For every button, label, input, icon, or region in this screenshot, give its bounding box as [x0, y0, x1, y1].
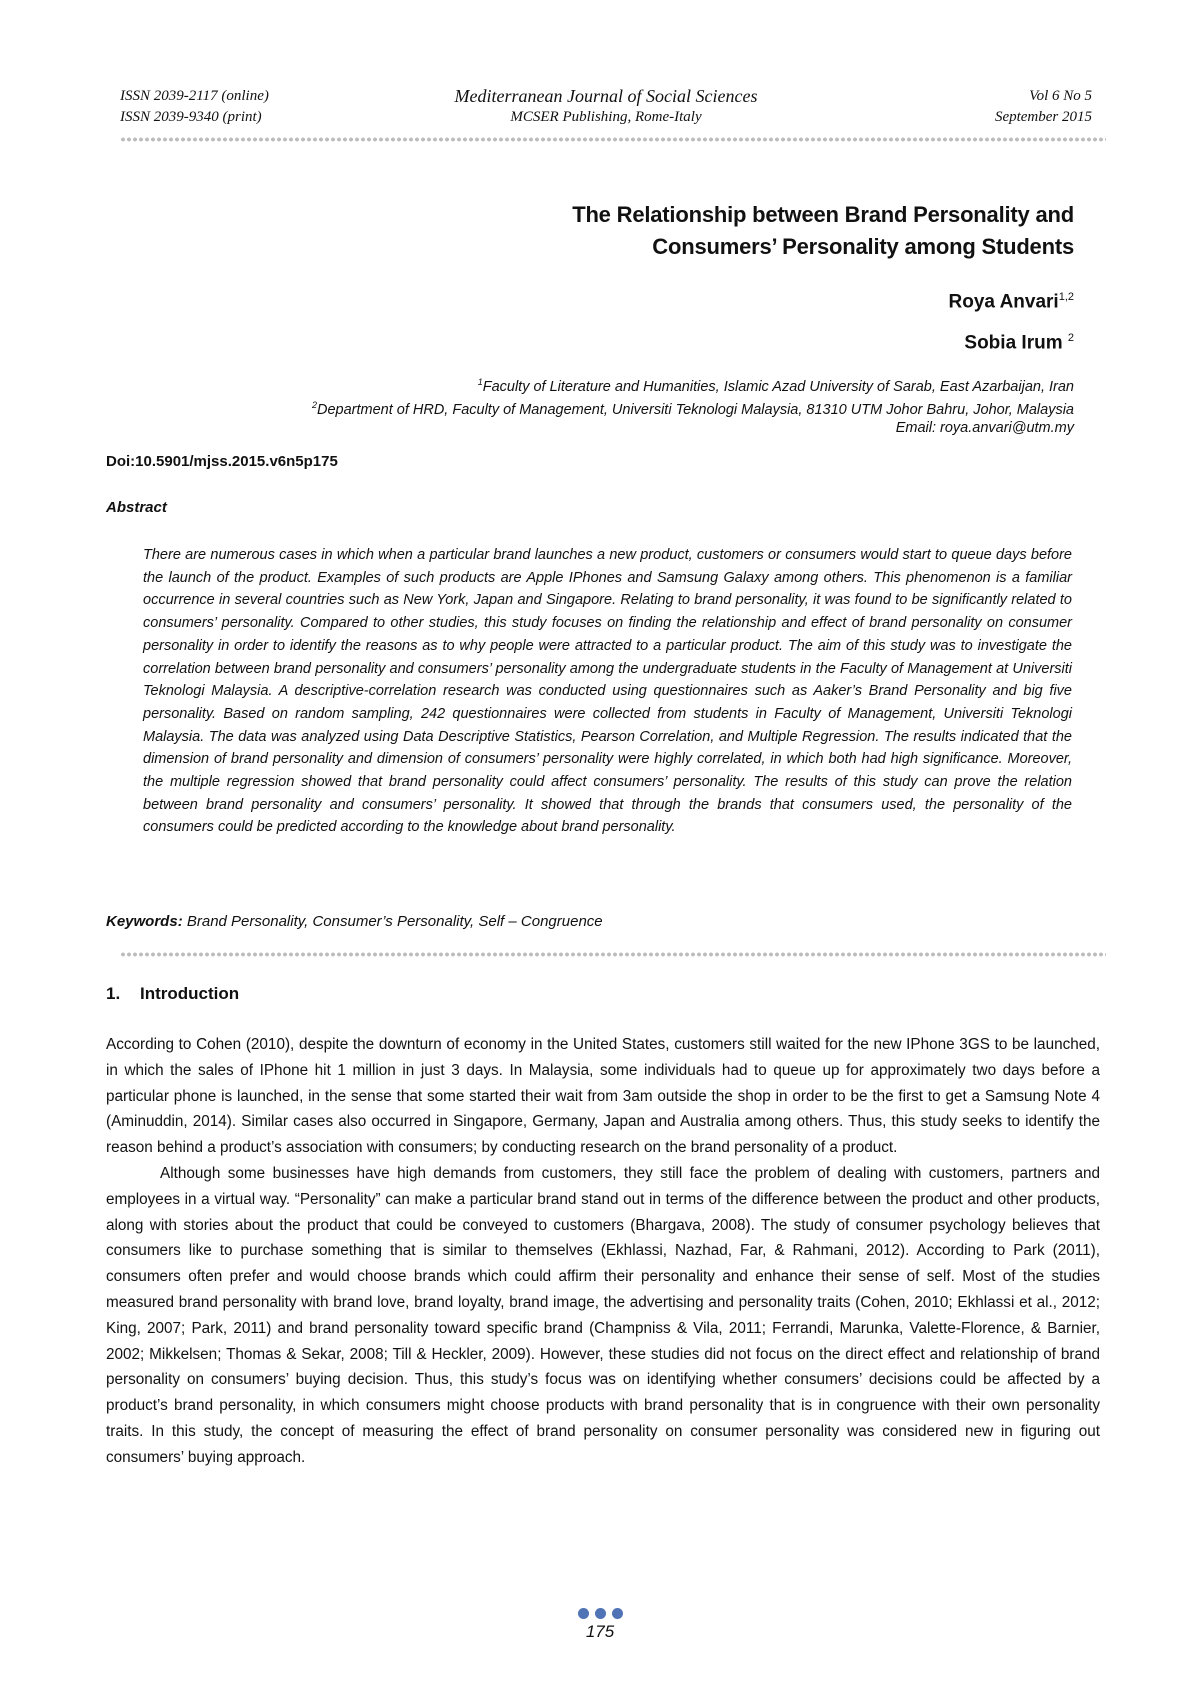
author-name: Sobia Irum [964, 332, 1063, 354]
abstract-divider [120, 951, 1106, 958]
author-name: Roya Anvari [948, 291, 1059, 313]
affiliation-2 [174, 395, 1074, 421]
paragraph: According to Cohen (2010), despite the downturn of economy in the United States, customers still waited for the new IPhone 3GS to be launched, in which the sales of IPhone hit 1 million in just 3 days. In Malaysia, some individuals had to queue up for approximately two days before a particular phone is launched, in the sense that some started their wait from 3am outside the shop in order to be the first to get a Samsung Note 4 (Aminuddin, 2014). Similar cases also occurred in Singapore, Germany, Japan and Australia among others. Thus, this study seeks to identify the reason behind a product’s association with consumers; by conducting research on the brand personality of a product. [106, 1036, 1100, 1157]
paper-title [374, 199, 1074, 263]
keywords [106, 913, 603, 930]
issue-date: September 2015 [994, 109, 1092, 125]
introduction-body [106, 1032, 1100, 1471]
section-heading [106, 984, 239, 1004]
issn-online: ISSN 2039-2117 (online) [120, 88, 269, 104]
journal-name: Mediterranean Journal of Social Sciences [454, 86, 758, 106]
keywords-label: Keywords: [106, 913, 183, 930]
keywords-list: Brand Personality, Consumer’s Personality, Self – Congruence [186, 913, 603, 930]
volume: Vol 6 No 5 [1029, 88, 1092, 104]
email: Email: roya.anvari@utm.my [895, 420, 1074, 436]
section-number: 1. [106, 984, 121, 1003]
title-line-2: Consumers’ Personality among Students [652, 234, 1074, 259]
issn-print: ISSN 2039-9340 (print) [120, 109, 262, 125]
author-sup: 2 [1067, 332, 1074, 344]
volume-block [995, 86, 1092, 128]
affiliation-text: Department of HRD, Faculty of Management, Universiti Teknologi Malaysia, 81310 UTM Johor Bahru, Johor, Malaysia [316, 401, 1074, 418]
header-divider [120, 136, 1106, 143]
affiliation-text: Faculty of Literature and Humanities, Islamic Azad University of Sarab, East Azarbaijan, Iran [482, 378, 1074, 395]
journal-block [120, 86, 1092, 128]
affiliation-1 [174, 372, 1074, 398]
paragraph: Although some businesses have high demands from customers, they still face the problem of dealing with customers, partners and employees in a virtual way. “Personality” can make a particular brand stand out in terms of the difference between the product and other products, along with stories about the product that could be conveyed to customers (Bhargava, 2008). The study of consumer psychology believes that consumers like to purchase something that is similar to themselves (Ekhlassi, Nazhad, Far, & Rahmani, 2012). According to Park (2011), consumers often prefer and would choose brands which could affirm their personality and enhance their sense of self. Most of the studies measured brand personality with brand love, brand loyalty, brand image, the advertising and personality traits (Cohen, 2010; Ekhlassi et al., 2012; King, 2007; Park, 2011) and brand personality toward specific brand (Champniss & Vila, 2011; Ferrandi, Marunka, Valette-Florence, & Barnier, 2002; Mikkelsen; Thomas & Sekar, 2008; Till & Heckler, 2009). However, these studies did not focus on the direct effect and relationship of brand personality on consumers’ buying decision. Thus, this study’s focus was on identifying whether consumers’ decisions could be affected by a product’s brand personality, in which consumers might choose products with brand personality that is in congruence with their own personality traits. In this study, the concept of measuring the effect of brand personality on consumer personality was considered new in figuring out consumers’ buying approach. [106, 1164, 1100, 1466]
title-line-1: The Relationship between Brand Personality and [572, 202, 1074, 227]
section-title: Introduction [140, 984, 240, 1003]
abstract-body: There are numerous cases in which when a particular brand launches a new product, customers or consumers would start to queue days before the launch of the product. Examples of such products are Apple IPhones and Samsung Galaxy among others. This phenomenon is a familiar occurrence in several countries such as New York, Japan and Singapore. Relating to brand personality, it was found to be significantly related to consumers’ personality. Compared to other studies, this study focuses on finding the relationship and effect of brand personality on consumer personality in order to identify the reasons as to why people were attracted to a particular product. The aim of this study was to investigate the correlation between brand personality and consumers’ personality among the undergraduate students in the Faculty of Management at Universiti Teknologi Malaysia. A descriptive-correlation research was conducted using questionnaires such as Aaker’s Brand Personality and big five personality. Based on random sampling, 242 questionnaires were collected from students in Faculty of Management, Universiti Teknologi Malaysia. The data was analyzed using Data Descriptive Statistics, Pearson Correlation, and Multiple Regression. The results indicated that the dimension of brand personality and dimension of consumers’ personality were highly correlated, in which both had high significance. Moreover, the multiple regression showed that brand personality could affect consumers’ personality. The results of this study can prove the relation between brand personality and consumers’ personality. It showed that through the brands that consumers used, the personality of the consumers could be predicted according to the knowledge about brand personality. [143, 547, 1072, 836]
author-sup: 1,2 [1058, 291, 1074, 303]
affiliation-sup: 2 [311, 400, 317, 410]
publisher: MCSER Publishing, Rome-Italy [510, 109, 702, 125]
affiliation-sup: 1 [477, 377, 483, 387]
page-number: 175 [585, 1622, 615, 1641]
author-1 [949, 291, 1074, 313]
author-2 [964, 332, 1074, 354]
abstract-heading: Abstract [106, 499, 167, 516]
doi: Doi:10.5901/mjss.2015.v6n5p175 [106, 453, 338, 470]
